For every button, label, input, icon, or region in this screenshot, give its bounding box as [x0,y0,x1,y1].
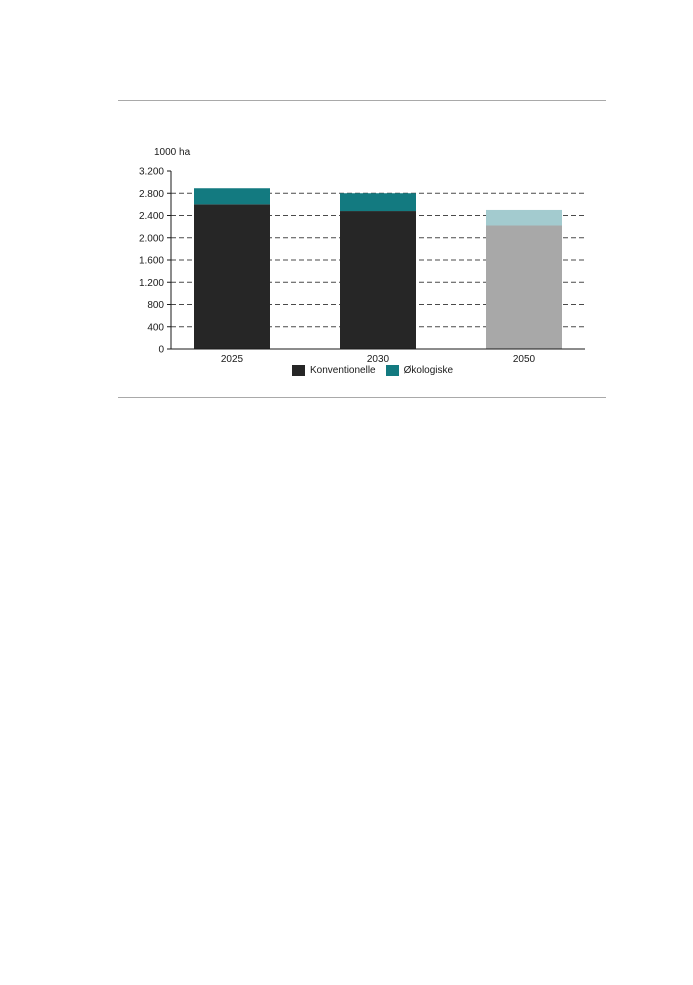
y-tick-label: 0 [158,344,164,356]
y-tick-label: 1.600 [138,255,164,267]
x-tick-label: 2050 [512,354,536,365]
y-unit-label: 1000 ha [154,147,191,158]
x-tick-labels [221,354,536,365]
legend-item-organic [386,365,453,376]
bar-conventional-2050 [486,226,562,349]
y-tick-label: 2.000 [138,233,164,245]
y-tick-label: 1.200 [138,277,164,289]
y-tick-label: 3.200 [138,166,164,178]
bars [194,188,562,349]
bottom-rule [118,397,606,398]
bar-organic-2025 [194,188,270,204]
legend-swatch-conventional [292,365,305,376]
y-tick-labels [139,167,171,356]
legend-label-organic: Økologiske [403,365,454,376]
bar-organic-2050 [486,210,562,226]
y-tick-label: 400 [147,322,164,334]
y-tick-label: 800 [147,300,164,311]
legend-label-conventional: Konventionelle [310,365,376,376]
bar-conventional-2030 [340,211,416,349]
legend-swatch-organic [386,365,399,376]
y-tick-label: 2.400 [138,211,164,222]
legend-item-conventional [292,365,376,376]
bar-organic-2030 [340,193,416,211]
y-tick-label: 2.800 [138,188,164,200]
legend [292,365,453,376]
x-tick-label: 2030 [366,354,390,365]
bar-conventional-2025 [194,204,270,349]
x-tick-label: 2025 [220,354,244,365]
